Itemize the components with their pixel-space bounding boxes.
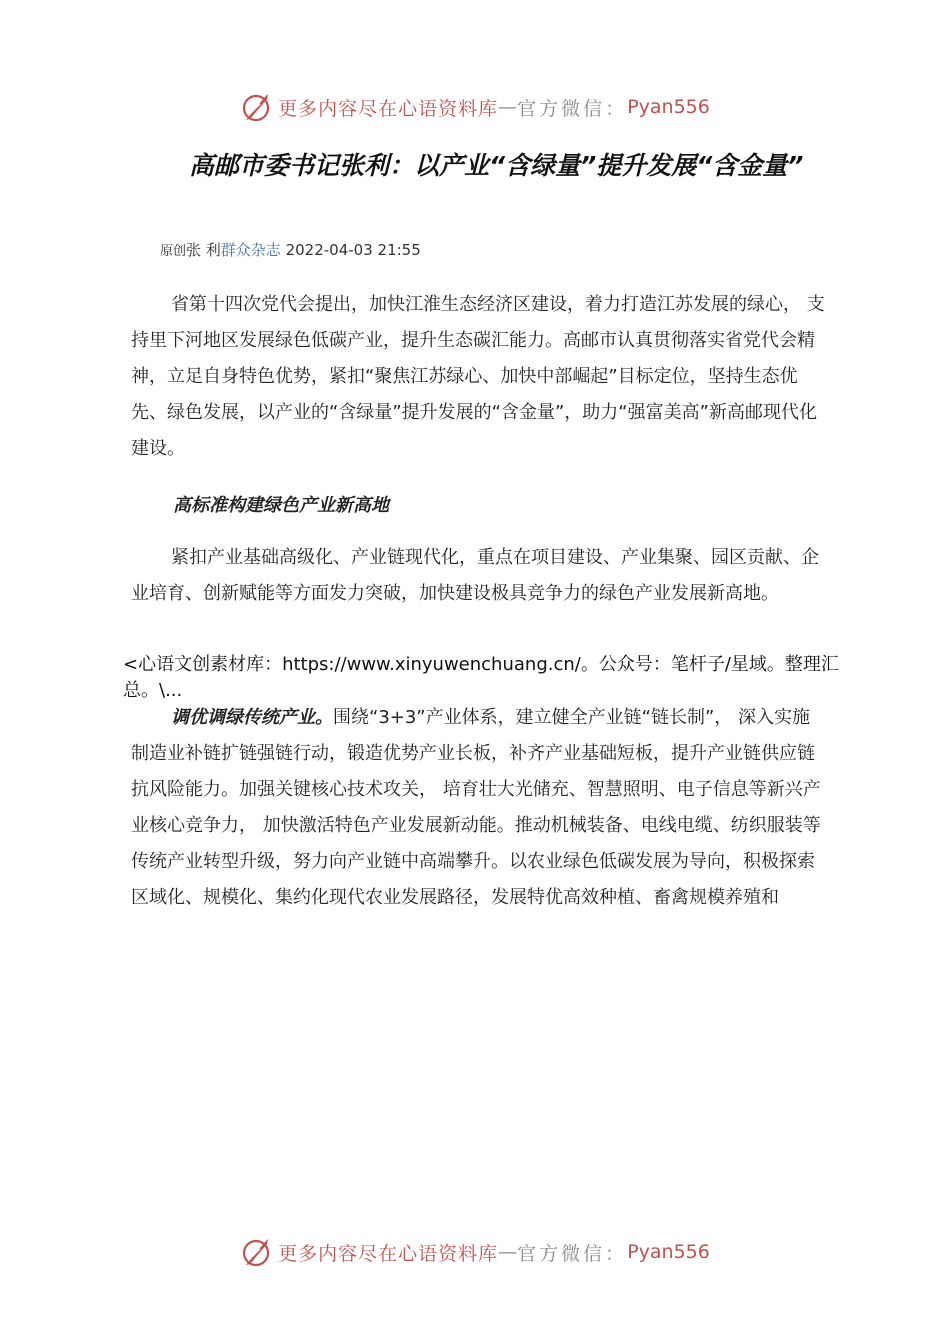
watermark-separator: — — [498, 1241, 518, 1263]
paragraph-body: 围绕“3+3”产业体系，建立健全产业链“链长制”， 深入实施制造业补链扩链强链行动，锻造优势产业长板，补齐产业基础短板，提升产业链供应链抗风险能力。加强关键核心技术攻关， 培育壮大光储充、智慧照明、电子信息等新兴产业核心竞争力， 加快激活特色产业发展新动能。推动机械装备、电线电缆、纺织服装等传统产业转型升级，努力向产业链中高端攀升。以农业绿色低碳发展为导向，积极探索区域化、规模化、集约化现代农业发展路径，发展特优高效种植、畜禽规模养殖和 — [131, 707, 821, 908]
article-title: 高邮市委书记张利：以产业“含绿量”提升发展“含金量” — [189, 151, 804, 180]
watermark-wechat-id: Pyan556 — [627, 1241, 710, 1263]
paragraph-section-intro: 紧扣产业基础高级化、产业链现代化，重点在项目建设、产业集聚、园区贡献、企业培育、创新赋能等方面发力突破，加快建设极具竞争力的绿色产业发展新高地。 — [131, 547, 819, 604]
watermark-separator: — — [498, 96, 518, 118]
footer-watermark — [0, 1235, 950, 1269]
watermark-label: 官方微信： — [517, 1242, 628, 1265]
article-byline — [160, 239, 421, 260]
author-name: 张 利 — [186, 241, 221, 259]
watermark-text: 更多内容尽在心语资料库 — [278, 1242, 499, 1265]
header-watermark — [0, 90, 950, 124]
watermark-wechat-id: Pyan556 — [627, 96, 710, 118]
paragraph-lead: 调优调绿传统产业。 — [171, 707, 333, 728]
section-heading: 高标准构建绿色产业新高地 — [173, 495, 389, 516]
watermark-text: 更多内容尽在心语资料库 — [278, 97, 499, 120]
paragraph-intro: 省第十四次党代会提出，加快江淮生态经济区建设，着力打造江苏发展的绿心， 支持里下河地区发展绿色低碳产业，提升生态碳汇能力。高邮市认真贯彻落实省党代会精神，立足自身特色优势，紧扣“聚焦江苏绿心、加快中部崛起”目标定位，坚持生态优先、绿色发展，以产业的“含绿量”提升发展的“含金量”，助力“强富美高”新高邮现代化建设。 — [131, 294, 825, 459]
quill-pen-logo-icon — [240, 1235, 274, 1269]
magazine-link[interactable]: 群众杂志 — [220, 241, 281, 259]
quill-pen-logo-icon — [240, 90, 274, 124]
watermark-label: 官方微信： — [517, 97, 628, 120]
source-note: <心语文创素材库：https://www.xinyuwenchuang.cn/。公众号：笔杆子/星域。整理汇总。\... — [123, 654, 839, 701]
paragraph-traditional-industry — [131, 700, 826, 916]
publish-datetime: 2022-04-03 21:55 — [285, 241, 421, 259]
original-tag: 原创 — [160, 244, 187, 259]
